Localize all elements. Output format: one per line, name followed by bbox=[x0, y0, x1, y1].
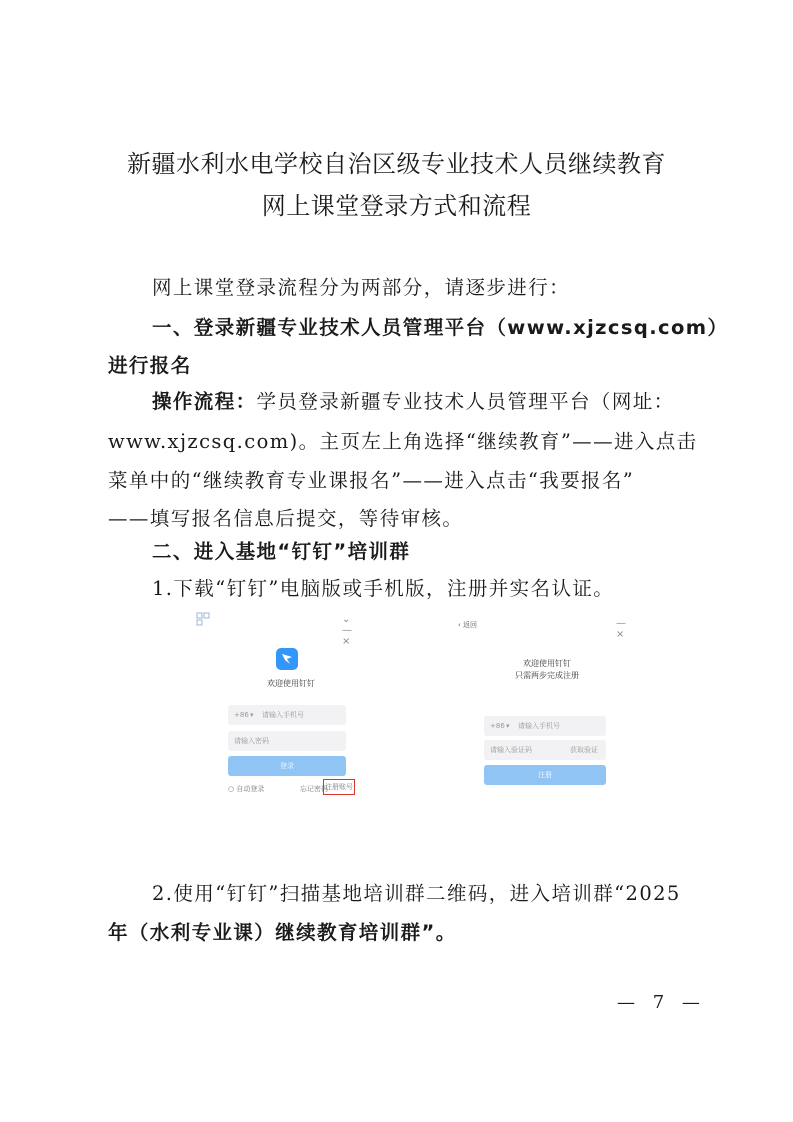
register-welcome: 欢迎使用钉钉 bbox=[523, 659, 571, 668]
step1-text: 1.下载“钉钉”电脑版或手机版，注册并实名认证。 bbox=[152, 577, 615, 600]
chevron-down-icon: ▾ bbox=[250, 711, 254, 719]
operation-line2: www.xjzcsq.com)。主页左上角选择“继续教育”——进入点击 bbox=[108, 430, 698, 453]
verification-code-input[interactable] bbox=[484, 740, 606, 760]
operation-line3: 菜单中的“继续教育专业课报名”——进入点击“我要报名” bbox=[108, 469, 635, 492]
intro-paragraph: 网上课堂登录流程分为两部分，请逐步进行： bbox=[152, 276, 571, 299]
document-title-line1: 新疆水利水电学校自治区级专业技术人员继续教育 bbox=[127, 150, 666, 178]
auto-login-label: 自动登录 bbox=[236, 785, 265, 793]
window-controls: — × bbox=[616, 618, 634, 640]
register-phone-input[interactable] bbox=[484, 716, 606, 736]
step2-text: 2.使用“钉钉”扫描基地培训群二维码，进入培训群“2025 bbox=[152, 882, 681, 905]
window-controls: ⌄ — × bbox=[342, 614, 360, 647]
back-button[interactable] bbox=[458, 620, 477, 630]
step2-text-cont: 年（水利专业课）继续教育培训群”。 bbox=[108, 921, 457, 944]
phone-placeholder: 请输入手机号 bbox=[262, 711, 304, 719]
dingtalk-login-screenshot bbox=[196, 610, 386, 810]
login-button[interactable]: 登录 bbox=[228, 756, 346, 776]
back-label: 返回 bbox=[463, 621, 478, 629]
operation-label: 操作流程： bbox=[152, 390, 257, 413]
country-code: +86 bbox=[490, 722, 505, 730]
forgot-password-link[interactable]: 忘记密码 bbox=[300, 785, 328, 793]
chevron-down-icon: ▾ bbox=[506, 722, 510, 730]
password-placeholder: 请输入密码 bbox=[234, 737, 269, 745]
section1-heading-cont: 进行报名 bbox=[108, 354, 192, 377]
welcome-text: 欢迎使用钉钉 bbox=[267, 679, 315, 688]
operation-text: 学员登录新疆专业技术人员管理平台（网址： bbox=[256, 390, 675, 413]
section2-heading: 二、进入基地“钉钉”培训群 bbox=[152, 540, 411, 563]
register-button[interactable]: 注册 bbox=[484, 765, 606, 785]
dingtalk-register-screenshot bbox=[452, 618, 642, 798]
country-code: +86 bbox=[234, 711, 249, 719]
operation-line4: ——填写报名信息后提交，等待审核。 bbox=[108, 507, 464, 530]
code-placeholder: 请输入验证码 bbox=[490, 746, 532, 754]
auto-login-checkbox[interactable]: ○ 自动登录 bbox=[228, 785, 265, 793]
register-link[interactable]: 注册账号 bbox=[323, 779, 355, 795]
phone-input[interactable] bbox=[228, 705, 346, 725]
register-subtitle: 只需两步完成注册 bbox=[515, 671, 579, 680]
get-code-button[interactable]: 获取验证 bbox=[570, 746, 598, 754]
document-title-line2: 网上课堂登录方式和流程 bbox=[261, 192, 532, 220]
chevron-left-icon: ‹ bbox=[458, 621, 464, 629]
qr-code-icon bbox=[196, 612, 210, 626]
section1-heading: 一、登录新疆专业技术人员管理平台（www.xjzcsq.com） bbox=[152, 316, 729, 339]
page-number: — 7 — bbox=[617, 992, 706, 1013]
register-phone-placeholder: 请输入手机号 bbox=[518, 722, 560, 730]
password-input[interactable] bbox=[228, 731, 346, 751]
operation-line1 bbox=[152, 382, 732, 422]
dingtalk-logo-icon bbox=[276, 648, 298, 670]
